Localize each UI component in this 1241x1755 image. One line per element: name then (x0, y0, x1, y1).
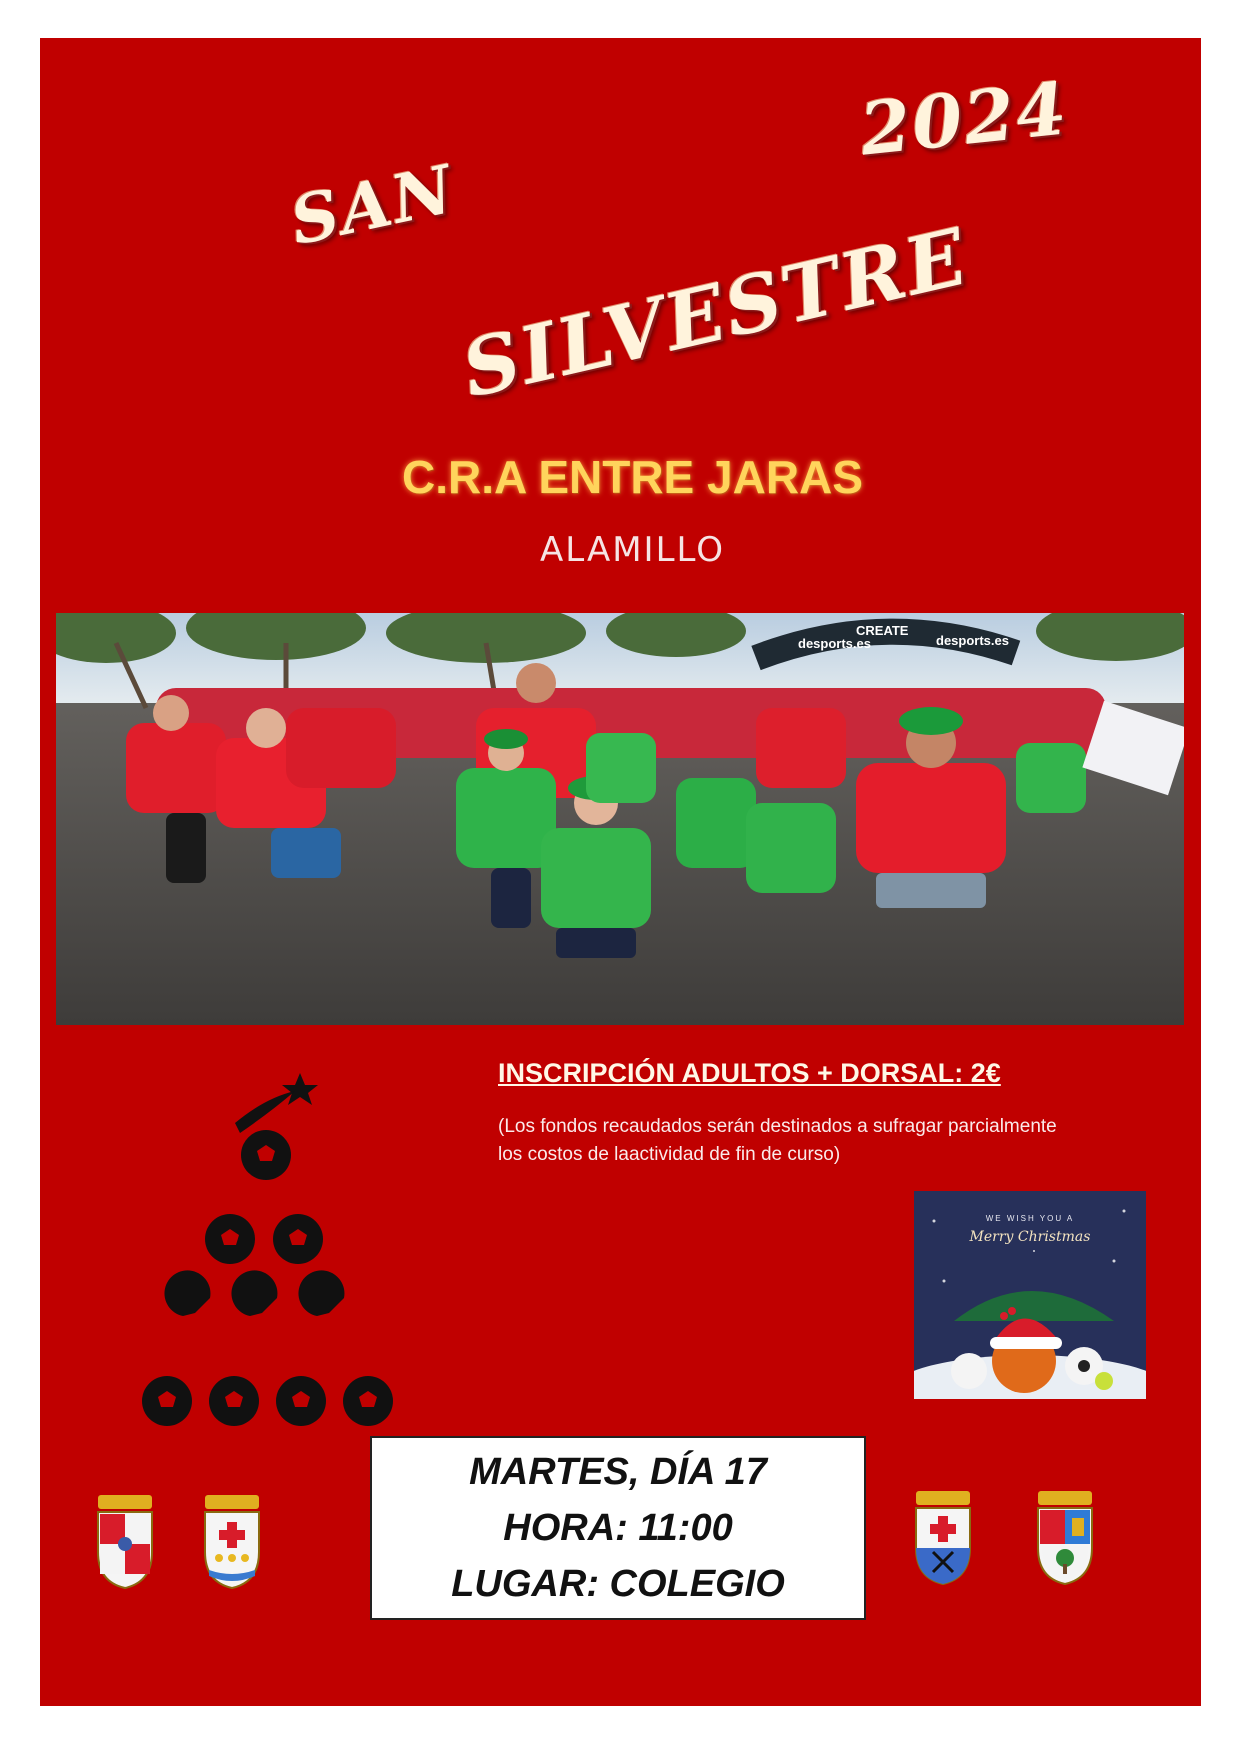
race-photo (56, 613, 1184, 1025)
banner-text-mid: CREATE (856, 623, 909, 638)
soccer-ball-icon (273, 1214, 323, 1264)
registration-note-line1: (Los fondos recaudados serán destinados a sufragar parcialmente (498, 1116, 1057, 1137)
soccer-ball-icon (276, 1376, 326, 1426)
coat-of-arms-icon (197, 1490, 267, 1590)
registration-note (498, 1113, 1118, 1169)
card-greeting-top: WE WISH YOU A (985, 1214, 1075, 1223)
town-name: ALAMILLO (539, 530, 726, 570)
year-heading: 2024 (856, 65, 1073, 172)
coat-of-arms-icon (1030, 1486, 1100, 1586)
event-time: HORA: 11:00 (503, 1507, 733, 1549)
merry-christmas-card (914, 1191, 1146, 1399)
shooting-star-icon (235, 1073, 318, 1133)
soccer-ball-icon (164, 1270, 210, 1316)
banner-text-right: desports.es (936, 633, 1009, 648)
title-silvestre: SILVESTRE (454, 211, 977, 416)
soccer-ball-icon (298, 1270, 344, 1316)
banner-text-left: desports.es (798, 636, 871, 651)
coat-of-arms-icon (908, 1486, 978, 1586)
soccer-ball-icon (205, 1214, 255, 1264)
soccer-ball-icon (209, 1376, 259, 1426)
soccer-ball-icon (343, 1376, 393, 1426)
registration-note-line2: los costos de laactividad de fin de curso) (498, 1144, 841, 1165)
soccer-ball-icon (241, 1130, 291, 1180)
event-day: MARTES, DÍA 17 (469, 1451, 767, 1493)
title-san: SAN (283, 149, 462, 261)
soccer-ball-icon (231, 1270, 277, 1316)
registration-title: INSCRIPCIÓN ADULTOS + DORSAL: 2€ (498, 1058, 1001, 1088)
soccer-ball-icon (142, 1376, 192, 1426)
event-info-box (370, 1436, 866, 1620)
card-greeting-main: Merry Christmas (969, 1229, 1091, 1245)
organizer-name: C.R.A ENTRE JARAS (402, 451, 863, 503)
coat-of-arms-icon (90, 1490, 160, 1590)
event-place: LUGAR: COLEGIO (451, 1563, 785, 1605)
poster (40, 38, 1201, 1706)
